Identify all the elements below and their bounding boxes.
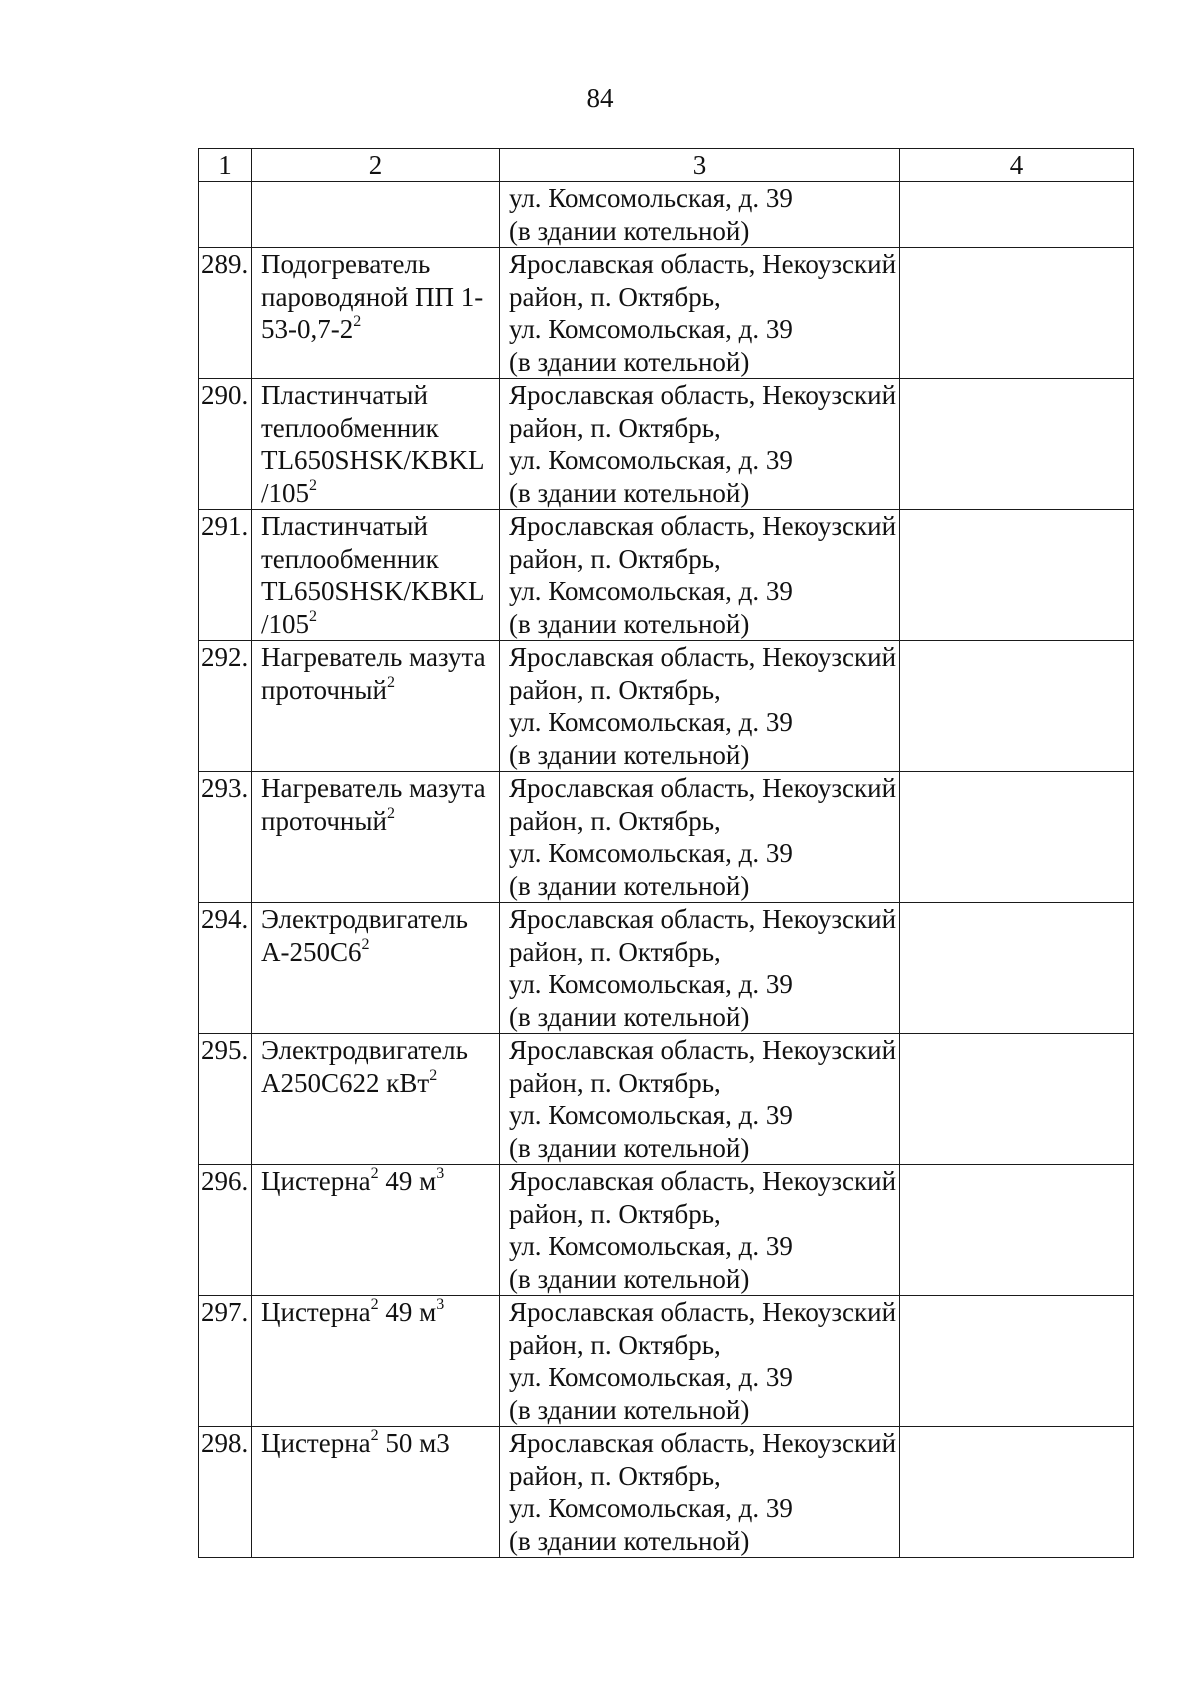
address-line: Ярославская область, Некоузский [509, 1428, 897, 1458]
address-line: район, п. Октябрь, [509, 1460, 721, 1491]
note-cell [900, 182, 1134, 248]
address-cell [500, 772, 900, 903]
item-name-text: /105 [261, 608, 310, 639]
item-name-text: проточный [261, 674, 387, 705]
item-name-cell [252, 1165, 500, 1296]
address-line: ул. Комсомольская, д. 39 [509, 1231, 793, 1261]
row-number-cell: 294. [199, 903, 252, 1034]
address-line: ул. Комсомольская, д. 39 [509, 1100, 793, 1130]
item-name-line [261, 608, 493, 641]
item-name-cell [252, 772, 500, 903]
address-line: район, п. Октябрь, [509, 1067, 721, 1098]
address-line: район, п. Октябрь, [509, 1329, 721, 1360]
footnote-marker: 2 [370, 1165, 379, 1182]
row-number-cell: 295. [199, 1034, 252, 1165]
item-name-line [261, 805, 493, 838]
table-row [199, 1165, 1134, 1296]
item-name-text: Цистерна [261, 1297, 371, 1327]
item-name-line [261, 674, 493, 707]
item-name-text: Цистерна [261, 1428, 371, 1458]
item-name-line [261, 379, 493, 412]
address-line: (в здании котельной) [509, 346, 750, 377]
row-number-cell: 297. [199, 1296, 252, 1427]
item-name-line [261, 510, 493, 543]
item-name-line [261, 1067, 493, 1100]
address-cell [500, 903, 900, 1034]
item-name-text: А250С622 кВт [261, 1067, 430, 1098]
note-cell [900, 379, 1134, 510]
note-cell [900, 903, 1134, 1034]
header-col-3: 3 [500, 149, 900, 182]
item-name-suffix: 49 м [378, 1166, 437, 1196]
note-cell [900, 1427, 1134, 1558]
unit-exponent: 3 [436, 1165, 445, 1182]
note-cell [900, 641, 1134, 772]
item-name-cell [252, 1427, 500, 1558]
address-line: Ярославская область, Некоузский [509, 249, 897, 279]
address-cell [500, 379, 900, 510]
address-line: район, п. Октябрь, [509, 543, 721, 574]
address-line: район, п. Октябрь, [509, 412, 721, 443]
item-name-text: Пластинчатый [261, 380, 428, 410]
address-line: (в здании котельной) [509, 215, 750, 246]
row-number-cell: 293. [199, 772, 252, 903]
table-row [199, 1296, 1134, 1427]
item-name-text: теплообменник [261, 543, 439, 574]
address-line: ул. Комсомольская, д. 39 [509, 183, 793, 213]
footnote-marker: 2 [361, 935, 370, 953]
item-name-line [261, 641, 493, 674]
item-name-text: Электродвигатель [261, 1035, 468, 1065]
footnote-marker: 2 [370, 1296, 379, 1313]
header-col-2: 2 [252, 149, 500, 182]
note-cell [900, 510, 1134, 641]
property-registry-table [198, 148, 1134, 1558]
item-name-cell [252, 1296, 500, 1427]
address-cell [500, 1034, 900, 1165]
item-name-cell [252, 379, 500, 510]
address-line: Ярославская область, Некоузский [509, 1166, 897, 1196]
note-cell [900, 248, 1134, 379]
table-body [199, 182, 1134, 1558]
table-row [199, 903, 1134, 1034]
address-line: (в здании котельной) [509, 608, 750, 639]
item-name-cell [252, 248, 500, 379]
address-line: (в здании котельной) [509, 1394, 750, 1425]
row-number-cell: 292. [199, 641, 252, 772]
address-cell [500, 1296, 900, 1427]
item-name-text: TL650SHSK/KBKL [261, 445, 485, 475]
item-name-cell [252, 641, 500, 772]
note-cell [900, 1165, 1134, 1296]
item-name-line [261, 1165, 493, 1198]
page-number: 84 [586, 83, 614, 113]
address-line: район, п. Октябрь, [509, 936, 721, 967]
table-row [199, 641, 1134, 772]
address-cell [500, 1427, 900, 1558]
address-line: Ярославская область, Некоузский [509, 904, 897, 934]
row-number-cell: 290. [199, 379, 252, 510]
item-name-text: TL650SHSK/KBKL [261, 576, 485, 606]
item-name-text: проточный [261, 805, 387, 836]
item-name-line [261, 412, 493, 445]
address-line: (в здании котельной) [509, 1263, 750, 1294]
item-name-text: Электродвигатель [261, 904, 468, 934]
address-line: ул. Комсомольская, д. 39 [509, 1493, 793, 1523]
address-line: (в здании котельной) [509, 739, 750, 770]
item-name-line [261, 1296, 493, 1329]
footnote-marker: 2 [429, 1066, 438, 1084]
footnote-marker: 2 [353, 313, 362, 330]
footnote-marker: 2 [370, 1427, 379, 1444]
footnote-marker: 2 [386, 673, 395, 691]
address-line: (в здании котельной) [509, 1001, 750, 1032]
address-line: Ярославская область, Некоузский [509, 511, 897, 541]
address-cell [500, 641, 900, 772]
item-name-line [261, 543, 493, 576]
note-cell [900, 772, 1134, 903]
item-name-cell [252, 182, 500, 248]
row-number-cell [199, 182, 252, 248]
item-name-text: Нагреватель мазута [261, 642, 486, 672]
item-name-line [261, 313, 493, 346]
address-line: (в здании котельной) [509, 870, 750, 901]
address-line: район, п. Октябрь, [509, 281, 721, 312]
item-name-text: Пластинчатый [261, 511, 428, 541]
item-name-cell [252, 510, 500, 641]
address-line: район, п. Октябрь, [509, 805, 721, 836]
row-number-cell: 291. [199, 510, 252, 641]
header-col-1: 1 [199, 149, 252, 182]
address-line: ул. Комсомольская, д. 39 [509, 969, 793, 999]
address-line: Ярославская область, Некоузский [509, 773, 897, 803]
header-row [199, 149, 1134, 182]
address-line: (в здании котельной) [509, 477, 750, 508]
continuation-row [199, 182, 1134, 248]
item-name-line [261, 772, 493, 805]
note-cell [900, 1296, 1134, 1427]
table-row [199, 379, 1134, 510]
header-col-4: 4 [900, 149, 1134, 182]
item-name-cell [252, 1034, 500, 1165]
unit-exponent: 3 [436, 1296, 445, 1313]
row-number-cell: 296. [199, 1165, 252, 1296]
item-name-text: Нагреватель мазута [261, 773, 486, 803]
item-name-text: теплообменник [261, 412, 439, 443]
address-line: ул. Комсомольская, д. 39 [509, 576, 793, 606]
address-line: ул. Комсомольская, д. 39 [509, 707, 793, 737]
table-row [199, 1427, 1134, 1558]
address-line: Ярославская область, Некоузский [509, 642, 897, 672]
footnote-marker: 2 [309, 476, 318, 494]
item-name-line [261, 248, 493, 281]
row-number-cell: 289. [199, 248, 252, 379]
address-line: ул. Комсомольская, д. 39 [509, 1362, 793, 1392]
address-line: ул. Комсомольская, д. 39 [509, 445, 793, 475]
address-line: Ярославская область, Некоузский [509, 380, 897, 410]
address-line: (в здании котельной) [509, 1525, 750, 1556]
item-name-line [261, 1034, 493, 1067]
item-name-text: Цистерна [261, 1166, 371, 1196]
item-name-cell [252, 903, 500, 1034]
table-row [199, 1034, 1134, 1165]
item-name-line [261, 281, 493, 314]
address-line: (в здании котельной) [509, 1132, 750, 1163]
address-cell [500, 182, 900, 248]
footnote-marker: 2 [386, 804, 395, 822]
item-name-text: Подогреватель [261, 249, 431, 279]
item-name-suffix: 50 м3 [378, 1428, 450, 1458]
address-cell [500, 248, 900, 379]
item-name-text: 53-0,7-2 [261, 314, 354, 344]
item-name-line [261, 477, 493, 510]
item-name-line [261, 575, 493, 608]
address-line: Ярославская область, Некоузский [509, 1297, 897, 1327]
row-number-cell: 298. [199, 1427, 252, 1558]
item-name-text: пароводяной ПП 1- [261, 281, 484, 312]
address-line: район, п. Октябрь, [509, 1198, 721, 1229]
address-cell [500, 1165, 900, 1296]
address-line: район, п. Октябрь, [509, 674, 721, 705]
address-line: ул. Комсомольская, д. 39 [509, 838, 793, 868]
footnote-marker: 2 [309, 607, 318, 625]
address-line: Ярославская область, Некоузский [509, 1035, 897, 1065]
item-name-suffix: 49 м [378, 1297, 437, 1327]
table-row [199, 248, 1134, 379]
address-line: ул. Комсомольская, д. 39 [509, 314, 793, 344]
item-name-text: /105 [261, 477, 310, 508]
note-cell [900, 1034, 1134, 1165]
item-name-text: А-250С6 [261, 936, 362, 967]
item-name-line [261, 903, 493, 936]
item-name-line [261, 444, 493, 477]
table-header [199, 149, 1134, 182]
item-name-line [261, 936, 493, 969]
item-name-line [261, 1427, 493, 1460]
table-row [199, 510, 1134, 641]
address-cell [500, 510, 900, 641]
table-row [199, 772, 1134, 903]
